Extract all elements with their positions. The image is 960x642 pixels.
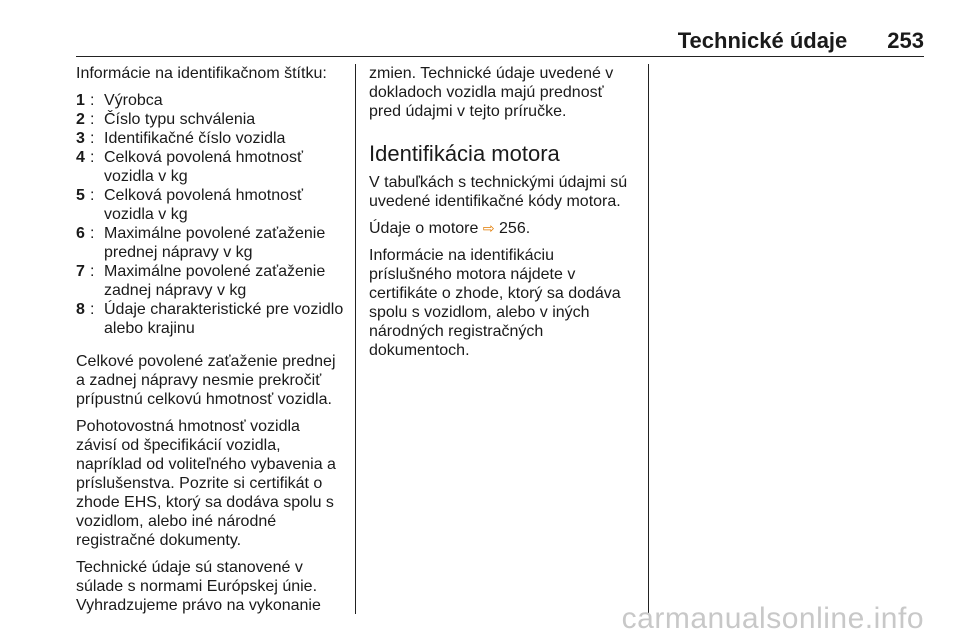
list-item-colon: : <box>90 149 95 166</box>
paragraph-curb-weight: Pohotovostná hmotnosť vozidla závisí od špecifikácií vozidla, napríklad od voliteľného vybavenia a príslušenstva. Pozrite si certifikát o zhode EHS, ktorý sa dodáva spolu s vozidlom, alebo iné národné registračné dokumenty. <box>76 418 336 549</box>
list-item-text: Maximálne povolené zaťaženie zadnej nápravy v kg <box>104 263 326 299</box>
list-item-number: 1 <box>76 92 85 109</box>
watermark: carmanualsonline.info <box>621 602 924 635</box>
paragraph-standards: Technické údaje sú stanovené v súlade s normami Európskej únie. Vyhradzujeme právo na vykonanie <box>76 559 321 614</box>
list-item-number: 3 <box>76 130 85 147</box>
list-item-number: 2 <box>76 111 85 128</box>
list-item-colon: : <box>90 130 95 147</box>
paragraph-engine-codes: V tabuľkách s technickými údajmi sú uvedené identifikačné kódy motora. <box>369 174 628 210</box>
column-divider-left <box>355 64 356 614</box>
list-item <box>76 129 344 148</box>
list-item-number: 4 <box>76 149 85 166</box>
page-number: 253 <box>887 28 924 53</box>
paragraph-axle-load: Celkové povolené zaťaženie prednej a zadnej nápravy nesmie prekročiť prípustnú celkovú hmotnosť vozidla. <box>76 353 336 408</box>
list-item <box>76 224 344 262</box>
list-item-number: 7 <box>76 263 85 280</box>
paragraph-engine-info: Informácie na identifikáciu príslušného motora nájdete v certifikáte o zhode, ktorý sa dodáva spolu s vozidlom, alebo v iných národných registračných dokumentoch. <box>369 247 621 359</box>
list-item-number: 5 <box>76 187 85 204</box>
heading-engine-identification: Identifikácia motora <box>369 141 560 166</box>
list-item-text: Celková povolená hmotnosť vozidla v kg <box>104 187 304 223</box>
list-item-text: Údaje charakteristické pre vozidlo alebo krajinu <box>104 301 344 337</box>
paragraph-continuation: zmien. Technické údaje uvedené v dokladoch vozidla majú prednosť pred údajmi v tejto príručke. <box>369 65 614 120</box>
page-header <box>678 28 924 54</box>
list-item <box>76 91 344 110</box>
list-item-number: 8 <box>76 301 85 318</box>
reference-page[interactable]: 256. <box>499 220 531 237</box>
list-item-text: Celková povolená hmotnosť vozidla v kg <box>104 149 304 185</box>
list-item <box>76 148 344 186</box>
list-item-colon: : <box>90 301 95 318</box>
label-list <box>76 91 344 338</box>
intro-text: Informácie na identifikačnom štítku: <box>76 65 327 82</box>
reference-text: Údaje o motore <box>369 220 479 237</box>
list-item-number: 6 <box>76 225 85 242</box>
list-item-colon: : <box>90 263 95 280</box>
list-item-colon: : <box>90 92 95 109</box>
list-item-text: Maximálne povolené zaťaženie prednej nápravy v kg <box>104 225 326 261</box>
list-item <box>76 300 344 338</box>
column-2 <box>369 64 639 368</box>
list-item-text: Výrobca <box>104 92 163 109</box>
column-1 <box>76 64 344 623</box>
reference-arrow-icon: ⇨ <box>482 220 495 236</box>
section-title: Technické údaje <box>677 28 848 53</box>
list-item-colon: : <box>90 111 95 128</box>
list-item <box>76 186 344 224</box>
list-item-colon: : <box>90 225 95 242</box>
engine-data-reference[interactable] <box>369 219 639 238</box>
list-item-text: Identifikačné číslo vozidla <box>104 130 286 147</box>
column-divider-right <box>648 64 649 614</box>
list-item <box>76 262 344 300</box>
header-rule <box>76 56 924 57</box>
list-item <box>76 110 344 129</box>
list-item-text: Číslo typu schválenia <box>104 111 256 128</box>
list-item-colon: : <box>90 187 95 204</box>
